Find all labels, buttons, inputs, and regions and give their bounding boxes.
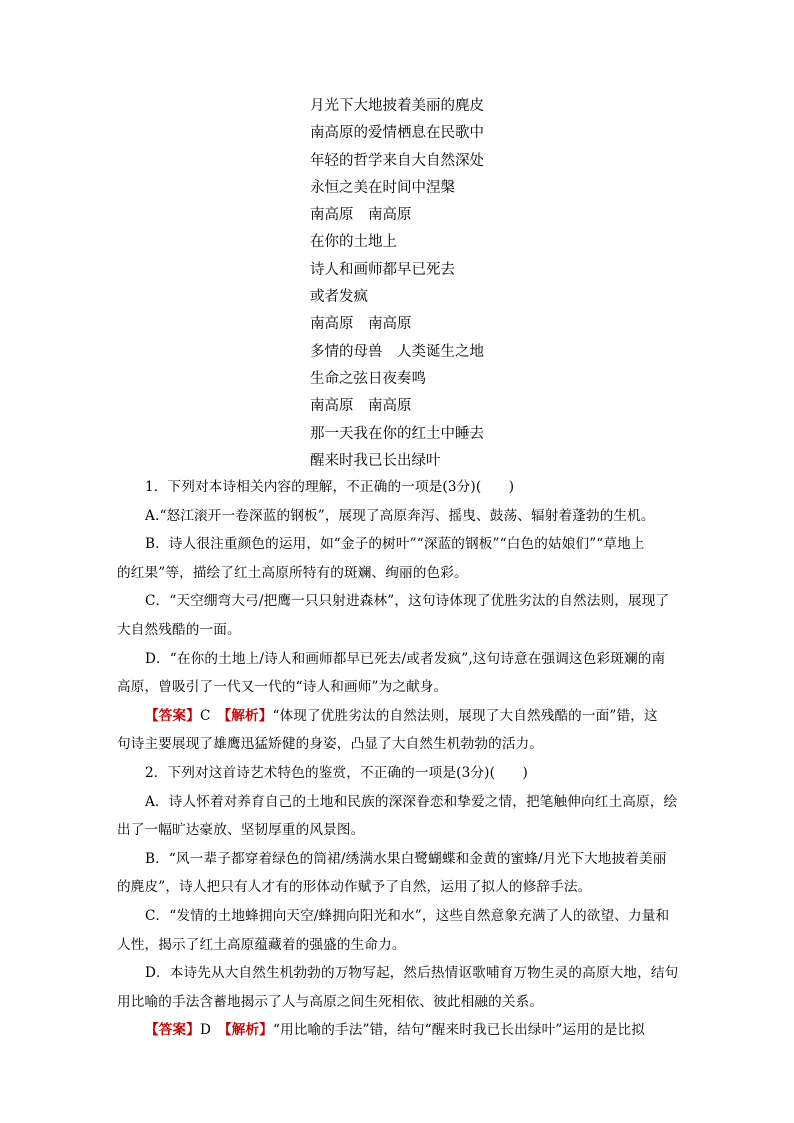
question-1-option-a: A.“怒江滚开一卷深蓝的钢板”，展现了高原奔泻、摇曳、鼓荡、辐射着蓬勃的生机。: [145, 507, 655, 524]
poem-line: 诗人和画师都早已死去: [310, 261, 455, 278]
answer-tag: 【答案】: [145, 1022, 200, 1039]
question-2-option-b-cont: 的麂皮”，诗人把只有人才有的形体动作赋予了自然，运用了拟人的修辞手法。: [117, 879, 592, 896]
poem-line: 生命之弦日夜奏鸣: [310, 370, 426, 387]
analysis-text: “体现了优胜劣汰的自然法则，展现了大自然残酷的一面”错，这: [272, 707, 658, 724]
answer-value: C: [199, 707, 225, 724]
poem-excerpt: [310, 93, 610, 475]
question-1-option-b-cont: 的红果”等，描绘了红土高原所特有的斑斓、绚丽的色彩。: [117, 564, 468, 581]
question-2-option-c-cont: 人性，揭示了红土高原蕴藏着的强盛的生命力。: [117, 936, 406, 953]
question-1-option-b: B．诗人很注重颜色的运用，如“金子的树叶”“深蓝的钢板”“白色的姑娘们”“草地上: [145, 536, 645, 553]
poem-line: 南高原 南高原: [310, 316, 412, 333]
question-2-option-d-cont: 用比喻的手法含蓄地揭示了人与高原之间生死相依、彼此相融的关系。: [117, 993, 544, 1010]
poem-line: 年轻的哲学来自大自然深处: [310, 152, 484, 169]
poem-line: 那一天我在你的红土中睡去: [310, 425, 484, 442]
question-1-option-c-cont: 大自然残酷的一面。: [117, 621, 241, 638]
question-1-option-d: D．“在你的土地上/诗人和画师都早已死去/或者发疯”,这句诗意在强调这色彩斑斓的南: [145, 650, 666, 667]
question-2-option-a-cont: 出了一幅旷达豪放、坚韧厚重的风景图。: [117, 822, 365, 839]
questions-section: [117, 473, 679, 1045]
analysis-tag: 【解析】: [224, 707, 273, 724]
question-1-stem: 1．下列对本诗相关内容的理解，不正确的一项是(3分)( ): [145, 479, 515, 495]
question-1-option-d-cont: 高原，曾吸引了一代又一代的“诗人和画师”为之献身。: [117, 679, 448, 696]
question-2-option-b: B．“风一辈子都穿着绿色的筒裙/绣满水果白鹭蝴蝶和金黄的蜜蜂/月光下大地披着美丽: [145, 850, 667, 867]
question-2-option-d: D．本诗先从大自然生机勃勃的万物写起，然后热情讴歌哺育万物生灵的高原大地，结句: [145, 965, 679, 982]
question-2-option-a: A．诗人怀着对养育自己的土地和民族的深深眷恋和挚爱之情，把笔触伸向红土高原，绘: [145, 793, 678, 810]
poem-line: 在你的土地上: [310, 234, 397, 251]
poem-line: 南高原的爱情栖息在民歌中: [310, 125, 484, 142]
poem-line: 南高原 南高原: [310, 398, 412, 415]
poem-line: 南高原 南高原: [310, 207, 412, 224]
question-1-option-c: C．“天空绷弯大弓/把鹰一只只射进森林”，这句诗体现了优胜劣汰的自然法则，展现了: [145, 593, 670, 610]
poem-line: 或者发疯: [310, 289, 368, 306]
poem-line: 醒来时我已长出绿叶: [310, 452, 441, 469]
poem-line: 多情的母兽 人类诞生之地: [310, 343, 484, 360]
question-1-analysis-cont: 句诗主要展现了雄鹰迅猛矫健的身姿，凸显了大自然生机勃勃的活力。: [117, 736, 544, 753]
question-2-answer: [117, 1016, 679, 1045]
analysis-tag: 【解析】: [224, 1022, 273, 1039]
question-1-answer: [117, 702, 679, 731]
poem-line: 月光下大地披着美丽的麂皮: [310, 98, 484, 114]
question-2-stem: 2．下列对这首诗艺术特色的鉴赏，不正确的一项是(3分)( ): [145, 764, 529, 781]
answer-value: D: [199, 1022, 225, 1039]
question-2-option-c: C．“发情的土地蜂拥向天空/蜂拥向阳光和水”，这些自然意象充满了人的欲望、力量和: [145, 907, 670, 924]
poem-line: 永恒之美在时间中涅槃: [310, 179, 455, 196]
analysis-text: “用比喻的手法”错，结句“醒来时我已长出绿叶”运用的是比拟: [272, 1022, 645, 1039]
answer-tag: 【答案】: [145, 707, 200, 724]
